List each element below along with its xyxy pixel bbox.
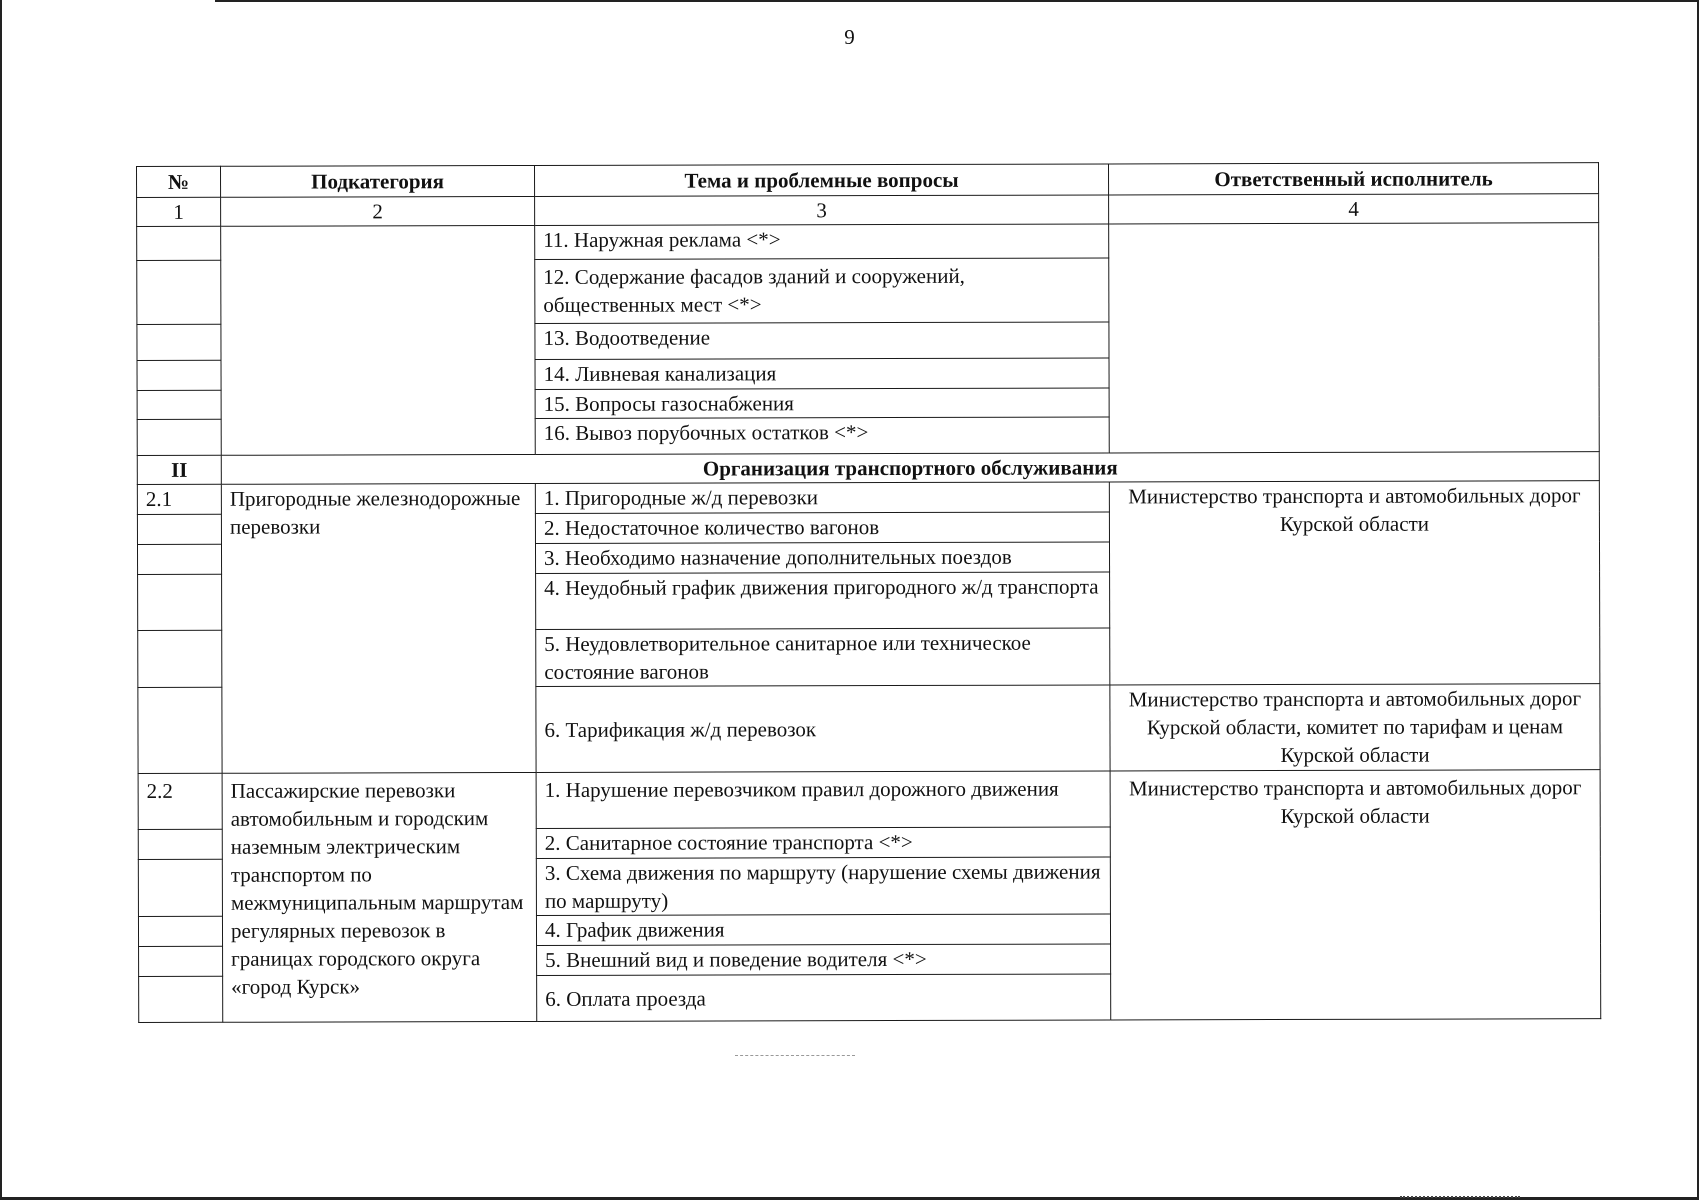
topic-cell: 3. Схема движения по маршруту (нарушение схемы движения по маршруту)	[536, 857, 1110, 916]
column-number-2: 2	[221, 196, 535, 226]
number-cell	[138, 574, 222, 630]
column-number-4: 4	[1109, 194, 1599, 224]
topic-cell: 15. Вопросы газоснабжения	[535, 388, 1109, 419]
header-executor: Ответственный исполнитель	[1108, 163, 1598, 195]
number-cell	[137, 260, 221, 324]
subcategory-cell: Пассажирские перевозки автомобильным и городским наземным электрическим транспортом по межмуниципальным маршрутам регулярных перевозок в границах городского округа «город Курск»	[222, 772, 537, 1022]
page-number: 9	[844, 25, 855, 49]
scan-artifact-line	[735, 1055, 855, 1057]
number-cell	[137, 544, 221, 574]
subcategory-cell: Пригородные железнодорожные перевозки	[221, 483, 536, 773]
column-number-row	[137, 194, 1599, 227]
header-subcategory: Подкатегория	[221, 165, 535, 197]
section-title: Организация транспортного обслуживания	[221, 452, 1599, 485]
column-number-3: 3	[535, 195, 1109, 226]
topic-cell: 6. Тарификация ж/д перевозок	[536, 685, 1110, 773]
topic-cell: 5. Внешний вид и поведение водителя <*>	[537, 944, 1111, 976]
number-cell	[137, 514, 221, 544]
topic-cell: 2. Недостаточное количество вагонов	[535, 512, 1109, 544]
topic-cell: 5. Неудовлетворительное санитарное или техническое состояние вагонов	[536, 628, 1110, 687]
table-row	[138, 770, 1600, 830]
number-cell: 2.1	[137, 484, 221, 514]
number-cell	[139, 976, 223, 1022]
topic-cell: 6. Оплата проезда	[537, 974, 1111, 1022]
number-cell	[138, 916, 222, 946]
number-cell	[138, 630, 222, 687]
topic-cell: 1. Пригородные ж/д перевозки	[535, 482, 1109, 514]
number-cell	[137, 226, 221, 260]
table-row	[137, 481, 1599, 515]
number-cell	[137, 324, 221, 360]
section-number: II	[137, 455, 221, 484]
page-edge-top	[215, 0, 1699, 2]
column-number-1: 1	[137, 197, 221, 226]
number-cell: 2.2	[138, 773, 222, 829]
topic-cell: 16. Вывоз порубочных остатков <*>	[535, 417, 1109, 455]
executor-cell: Министерство транспорта и автомобильных дорог Курской области	[1109, 481, 1600, 685]
number-cell	[137, 419, 221, 455]
number-cell	[138, 687, 222, 773]
section-row	[137, 452, 1599, 485]
page-edge-left	[0, 0, 2, 1200]
topic-cell: 12. Содержание фасадов зданий и сооружений, общественных мест <*>	[535, 258, 1109, 324]
topic-cell: 14. Ливневая канализация	[535, 358, 1109, 390]
number-cell	[137, 390, 221, 419]
header-topics: Тема и проблемные вопросы	[534, 164, 1108, 197]
number-cell	[137, 360, 221, 390]
appeals-table	[136, 162, 1601, 1023]
subcategory-cell	[221, 225, 536, 455]
topic-cell: 11. Наружная реклама <*>	[535, 224, 1109, 260]
header-row	[137, 163, 1599, 198]
number-cell	[138, 859, 222, 916]
topic-cell: 3. Необходимо назначение дополнительных поездов	[535, 542, 1109, 574]
topic-cell: 2. Санитарное состояние транспорта <*>	[536, 827, 1110, 859]
topic-cell: 4. Неудобный график движения пригородного ж/д транспорта	[536, 572, 1110, 630]
topic-cell: 4. График движения	[536, 914, 1110, 946]
number-cell	[139, 946, 223, 976]
executor-cell: Министерство транспорта и автомобильных дорог Курской области	[1110, 770, 1601, 1020]
executor-cell: Министерство транспорта и автомобильных дорог Курской области, комитет по тарифам и ценам Курской области	[1110, 684, 1600, 771]
topic-cell: 13. Водоотведение	[535, 322, 1109, 360]
topic-cell: 1. Нарушение перевозчиком правил дорожного движения	[536, 771, 1110, 829]
number-cell	[138, 829, 222, 859]
header-number: №	[137, 166, 221, 197]
table-row	[137, 223, 1599, 261]
executor-cell	[1109, 223, 1600, 453]
scan-artifact-dots	[1400, 1196, 1520, 1200]
